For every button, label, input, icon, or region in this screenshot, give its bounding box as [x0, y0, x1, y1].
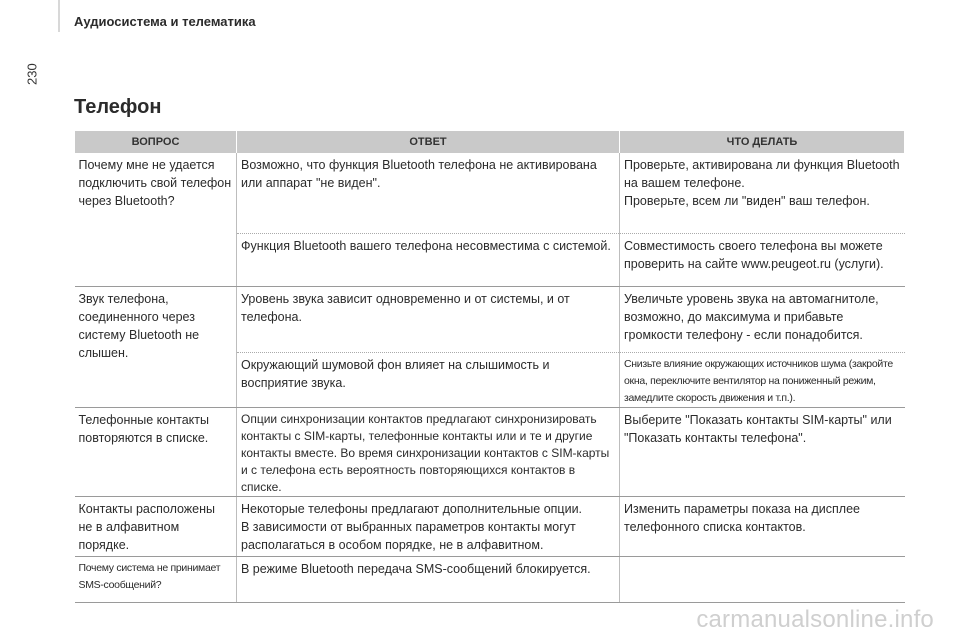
- watermark-text: carmanualsonline.info: [696, 606, 934, 633]
- header-divider: [58, 0, 60, 32]
- answer-cell: В режиме Bluetooth передача SMS-сообщений блокируется.: [237, 556, 620, 602]
- action-cell: Совместимость своего телефона вы можете проверить на сайте www.peugeot.ru (услуги).: [620, 233, 905, 286]
- answer-line: Некоторые телефоны предлагают дополнительные опции.: [241, 501, 583, 516]
- answer-cell: Функция Bluetooth вашего телефона несовместима с системой.: [237, 233, 620, 286]
- answer-cell: Возможно, что функция Bluetooth телефона не активирована или аппарат "не виден".: [237, 153, 620, 233]
- table-row: [75, 153, 905, 233]
- column-header-answer: ОТВЕТ: [237, 131, 620, 153]
- question-cell: Почему мне не удается подключить свой телефон через Bluetooth?: [75, 153, 237, 286]
- question-cell: Почему система не принимает SMS-сообщений?: [75, 556, 237, 602]
- action-line: Проверьте, активирована ли функция Bluetooth на вашем телефоне.: [624, 158, 900, 190]
- table-header-row: [75, 131, 905, 153]
- action-line: Проверьте, всем ли "виден" ваш телефон.: [624, 194, 870, 208]
- action-cell: Увеличьте уровень звука на автомагнитоле, возможно, до максимума и прибавьте громкости телефону - если понадобится.: [620, 286, 905, 352]
- answer-cell: Окружающий шумовой фон влияет на слышимость и восприятие звука.: [237, 352, 620, 407]
- section-header: Аудиосистема и телематика: [74, 14, 256, 29]
- answer-cell: Опции синхронизации контактов предлагают синхронизировать контакты с SIM-карты, телефонные контакты или и те и другие контакты вместе. Во время синхронизации контактов с SIM-карты и с телефона есть вероятность повторяющихся контактов в списке.: [237, 407, 620, 496]
- question-cell: Звук телефона, соединенного через систему Bluetooth не слышен.: [75, 286, 237, 407]
- action-cell: Снизьте влияние окружающих источников шума (закройте окна, переключите вентилятор на пониженный режим, замедлите скорость движения и т.п.).: [620, 352, 905, 407]
- table-row: [75, 556, 905, 602]
- answer-line: В зависимости от выбранных параметров контакты могут располагаться в особом порядке, не в алфавитном.: [241, 519, 576, 552]
- page-title: Телефон: [74, 96, 162, 118]
- question-cell: Контакты расположены не в алфавитном порядке.: [75, 496, 237, 556]
- answer-cell: [237, 496, 620, 556]
- faq-table: [74, 131, 905, 603]
- action-cell: [620, 153, 905, 233]
- action-cell: Выберите "Показать контакты SIM-карты" или "Показать контакты телефона".: [620, 407, 905, 496]
- action-cell: Изменить параметры показа на дисплее телефонного списка контактов.: [620, 496, 905, 556]
- table-row: [75, 496, 905, 556]
- table-row: [75, 286, 905, 352]
- action-cell: [620, 556, 905, 602]
- answer-cell: Уровень звука зависит одновременно и от системы, и от телефона.: [237, 286, 620, 352]
- column-header-question: ВОПРОС: [75, 131, 237, 153]
- table-row: [75, 407, 905, 496]
- question-cell: Телефонные контакты повторяются в списке.: [75, 407, 237, 496]
- page-number: 230: [24, 63, 40, 85]
- column-header-action: ЧТО ДЕЛАТЬ: [620, 131, 905, 153]
